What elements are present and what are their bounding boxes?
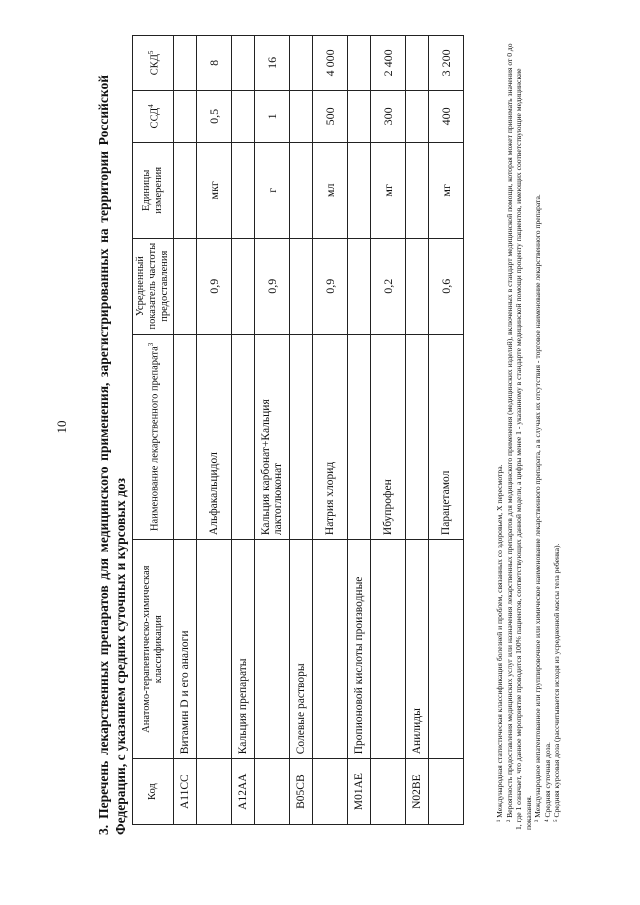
cell-code bbox=[313, 759, 348, 825]
cell-atc bbox=[429, 540, 464, 759]
cell-skd bbox=[348, 36, 371, 91]
cell-unit: мкг bbox=[197, 142, 232, 238]
section-number: 3. bbox=[96, 824, 111, 835]
cell-ssd bbox=[174, 90, 197, 142]
cell-frequency: 0,2 bbox=[371, 238, 406, 334]
cell-unit bbox=[348, 142, 371, 238]
table-row bbox=[348, 36, 371, 825]
cell-frequency bbox=[290, 238, 313, 334]
section-title-text: Перечень лекарственных препаратов для медицинского применения, зарегистрированных на территории Российской Федерации, с указанием средних суточных и курсовых доз bbox=[96, 75, 128, 835]
cell-code bbox=[429, 759, 464, 825]
table-row bbox=[290, 36, 313, 825]
cell-name bbox=[348, 334, 371, 539]
cell-atc bbox=[255, 540, 290, 759]
cell-skd: 3 200 bbox=[429, 36, 464, 91]
cell-frequency bbox=[348, 238, 371, 334]
table-row bbox=[429, 36, 464, 825]
cell-frequency: 0,9 bbox=[255, 238, 290, 334]
cell-name: Натрия хлорид bbox=[313, 334, 348, 539]
cell-code bbox=[371, 759, 406, 825]
cell-atc: Пропионовой кислоты производные bbox=[348, 540, 371, 759]
table-row bbox=[197, 36, 232, 825]
cell-unit bbox=[174, 142, 197, 238]
footnote-2: ² Вероятность предоставления медицинских услуг или назначения лекарственных препаратов для медицинского применения (медицинских изделий), включенных в стандарт медицинской помощи, которая может принимать значения от 0 до 1, где 1 означает, что данное мероприятие проводится 100% пациентов, соответствующих данной модели, а цифры менее 1 - указанному в стандарте медицинской помощи проценту пациентов, имеющих соответствующие медицинские показания. bbox=[504, 43, 533, 830]
table-row bbox=[232, 36, 255, 825]
cell-code: A12AA bbox=[232, 759, 255, 825]
header-unit: Единицы измерения bbox=[133, 142, 174, 238]
cell-frequency: 0,6 bbox=[429, 238, 464, 334]
header-atc: Анатомо-терапевтическо-химическая классификация bbox=[133, 540, 174, 759]
cell-name: Альфакальцидол bbox=[197, 334, 232, 539]
cell-ssd: 400 bbox=[429, 90, 464, 142]
cell-unit: г bbox=[255, 142, 290, 238]
cell-skd bbox=[174, 36, 197, 91]
cell-code: N02BE bbox=[406, 759, 429, 825]
header-frequency: Усредненный показатель частоты предоставления bbox=[133, 238, 174, 334]
footnote-4: ⁴ Средняя суточная доза. bbox=[542, 742, 552, 822]
cell-skd: 4 000 bbox=[313, 36, 348, 91]
cell-atc: Витамин D и его аналоги bbox=[174, 540, 197, 759]
cell-atc: Кальция препараты bbox=[232, 540, 255, 759]
cell-frequency bbox=[406, 238, 429, 334]
header-code: Код bbox=[133, 759, 174, 825]
cell-name: Ибупрофен bbox=[371, 334, 406, 539]
cell-unit: мг bbox=[429, 142, 464, 238]
cell-ssd bbox=[406, 90, 429, 142]
cell-skd bbox=[290, 36, 313, 91]
footnotes bbox=[495, 40, 562, 830]
cell-ssd: 500 bbox=[313, 90, 348, 142]
cell-name: Парацетамол bbox=[429, 334, 464, 539]
cell-code: A11CC bbox=[174, 759, 197, 825]
cell-code: M01AE bbox=[348, 759, 371, 825]
cell-ssd: 1 bbox=[255, 90, 290, 142]
footnote-5: ⁵ Средняя курсовая доза (рассчитывается исходя из усредненной массы тела ребенка). bbox=[552, 543, 561, 822]
cell-skd: 8 bbox=[197, 36, 232, 91]
cell-unit bbox=[290, 142, 313, 238]
table-row bbox=[255, 36, 290, 825]
cell-ssd: 300 bbox=[371, 90, 406, 142]
cell-skd bbox=[232, 36, 255, 91]
header-skd: СКД$^5$ bbox=[133, 36, 174, 91]
cell-unit: мл bbox=[313, 142, 348, 238]
cell-ssd bbox=[232, 90, 255, 142]
cell-name bbox=[406, 334, 429, 539]
page-number: 10 bbox=[54, 420, 69, 434]
cell-frequency bbox=[232, 238, 255, 334]
cell-name bbox=[232, 334, 255, 539]
cell-skd: 16 bbox=[255, 36, 290, 91]
header-name: Наименование лекарственного препарата$^3$ bbox=[133, 334, 174, 539]
cell-code bbox=[197, 759, 232, 825]
table-header-row bbox=[133, 36, 174, 825]
table-row bbox=[406, 36, 429, 825]
footnote-3: ³ Международное непатентованное или группировочное или химическое наименование лекарственного препарата, а в случаях их отсутствия - торговое наименование лекарственного препарата. bbox=[533, 194, 542, 822]
section-title bbox=[95, 75, 129, 835]
cell-atc bbox=[313, 540, 348, 759]
cell-atc bbox=[371, 540, 406, 759]
cell-name: Кальция карбонат+Кальция лактоглюконат bbox=[255, 334, 290, 539]
cell-frequency: 0,9 bbox=[313, 238, 348, 334]
header-ssd: ССД$^4$ bbox=[133, 90, 174, 142]
cell-skd: 2 400 bbox=[371, 36, 406, 91]
cell-ssd: 0,5 bbox=[197, 90, 232, 142]
cell-ssd bbox=[290, 90, 313, 142]
cell-atc bbox=[197, 540, 232, 759]
cell-code bbox=[255, 759, 290, 825]
cell-unit: мг bbox=[371, 142, 406, 238]
footnote-1: ¹ Международная статистическая классификация болезней и проблем, связанных со здоровьем, X пересмотра. bbox=[495, 464, 504, 822]
cell-frequency bbox=[174, 238, 197, 334]
cell-atc: Анилиды bbox=[406, 540, 429, 759]
table-row bbox=[371, 36, 406, 825]
drug-doses-table bbox=[132, 35, 464, 825]
cell-ssd bbox=[348, 90, 371, 142]
cell-skd bbox=[406, 36, 429, 91]
cell-name bbox=[174, 334, 197, 539]
cell-code: B05CB bbox=[290, 759, 313, 825]
table-row bbox=[313, 36, 348, 825]
cell-unit bbox=[406, 142, 429, 238]
cell-name bbox=[290, 334, 313, 539]
cell-unit bbox=[232, 142, 255, 238]
table-row bbox=[174, 36, 197, 825]
cell-atc: Солевые растворы bbox=[290, 540, 313, 759]
cell-frequency: 0,9 bbox=[197, 238, 232, 334]
